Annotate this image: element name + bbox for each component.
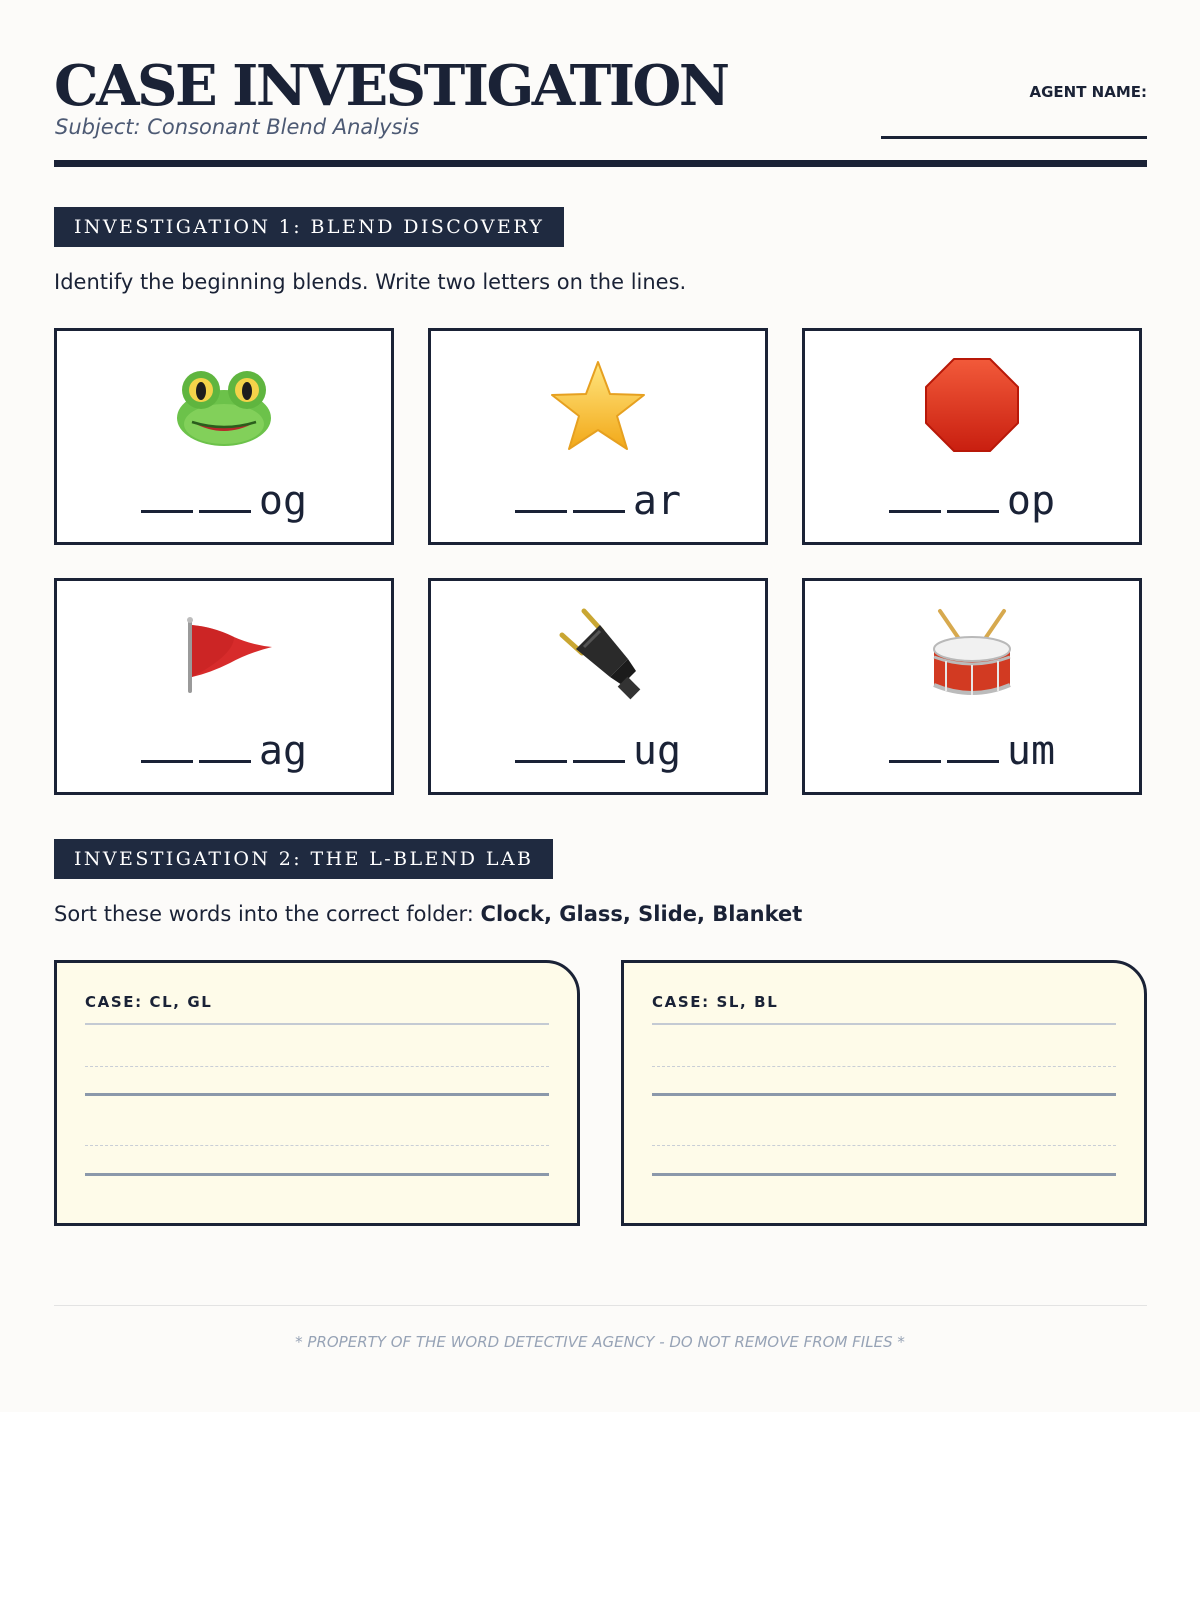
writing-line-2[interactable]	[85, 1173, 549, 1176]
word-ending: ug	[632, 728, 682, 774]
header-divider	[54, 160, 1147, 167]
letter-blank-1[interactable]	[141, 510, 193, 513]
drum-icon	[805, 605, 1139, 705]
writing-line-2[interactable]	[652, 1173, 1116, 1176]
writing-guide-dashed	[85, 1066, 549, 1067]
investigation-1-instruction: Identify the beginning blends. Write two letters on the lines.	[54, 270, 687, 294]
frog-icon	[57, 355, 391, 455]
word-ending: um	[1006, 728, 1056, 774]
letter-blank-1[interactable]	[889, 760, 941, 763]
writing-guide-dashed	[85, 1145, 549, 1146]
letter-blank-2[interactable]	[573, 760, 625, 763]
word-ending: ar	[632, 478, 682, 524]
folder-title-rule	[652, 1023, 1116, 1025]
footer-divider	[54, 1305, 1147, 1306]
folder-title: CASE: SL, BL	[652, 993, 779, 1011]
word-ending: op	[1006, 478, 1056, 524]
blend-card-flag	[54, 578, 394, 795]
star-icon	[431, 355, 765, 455]
writing-line-1[interactable]	[85, 1093, 549, 1096]
letter-blank-1[interactable]	[515, 760, 567, 763]
word-ending: og	[258, 478, 308, 524]
letter-blank-2[interactable]	[199, 510, 251, 513]
footer-notice: * PROPERTY OF THE WORD DETECTIVE AGENCY - DO NOT REMOVE FROM FILES *	[295, 1333, 905, 1351]
blend-card-drum	[802, 578, 1142, 795]
letter-blank-2[interactable]	[573, 510, 625, 513]
word-row	[57, 711, 391, 774]
stop-sign-icon	[805, 355, 1139, 455]
blend-card-plug	[428, 578, 768, 795]
folder-title-rule	[85, 1023, 549, 1025]
flag-icon	[57, 605, 391, 705]
folder-cl-gl	[54, 960, 580, 1226]
word-row	[805, 711, 1139, 774]
word-row	[57, 461, 391, 524]
word-list: Clock, Glass, Slide, Blanket	[480, 902, 803, 926]
letter-blank-1[interactable]	[889, 510, 941, 513]
plug-icon	[431, 605, 765, 705]
folder-title: CASE: CL, GL	[85, 993, 213, 1011]
investigation-2-badge: INVESTIGATION 2: THE L-BLEND LAB	[54, 839, 553, 879]
writing-line-1[interactable]	[652, 1093, 1116, 1096]
agent-name-label: AGENT NAME:	[1029, 83, 1147, 101]
letter-blank-1[interactable]	[141, 760, 193, 763]
word-row	[431, 711, 765, 774]
blend-card-frog	[54, 328, 394, 545]
investigation-1-badge: INVESTIGATION 1: BLEND DISCOVERY	[54, 207, 564, 247]
letter-blank-2[interactable]	[199, 760, 251, 763]
page-subtitle: Subject: Consonant Blend Analysis	[55, 115, 420, 139]
writing-guide-dashed	[652, 1145, 1116, 1146]
investigation-2-instruction	[54, 902, 802, 926]
word-ending: ag	[258, 728, 308, 774]
letter-blank-2[interactable]	[947, 760, 999, 763]
blend-card-stop	[802, 328, 1142, 545]
word-row	[805, 461, 1139, 524]
letter-blank-1[interactable]	[515, 510, 567, 513]
letter-blank-2[interactable]	[947, 510, 999, 513]
agent-name-field[interactable]	[881, 136, 1147, 139]
instruction-text: Sort these words into the correct folder:	[54, 902, 481, 926]
page-title: CASE INVESTIGATION	[54, 53, 728, 119]
folder-sl-bl	[621, 960, 1147, 1226]
blend-card-star	[428, 328, 768, 545]
word-row	[431, 461, 765, 524]
writing-guide-dashed	[652, 1066, 1116, 1067]
